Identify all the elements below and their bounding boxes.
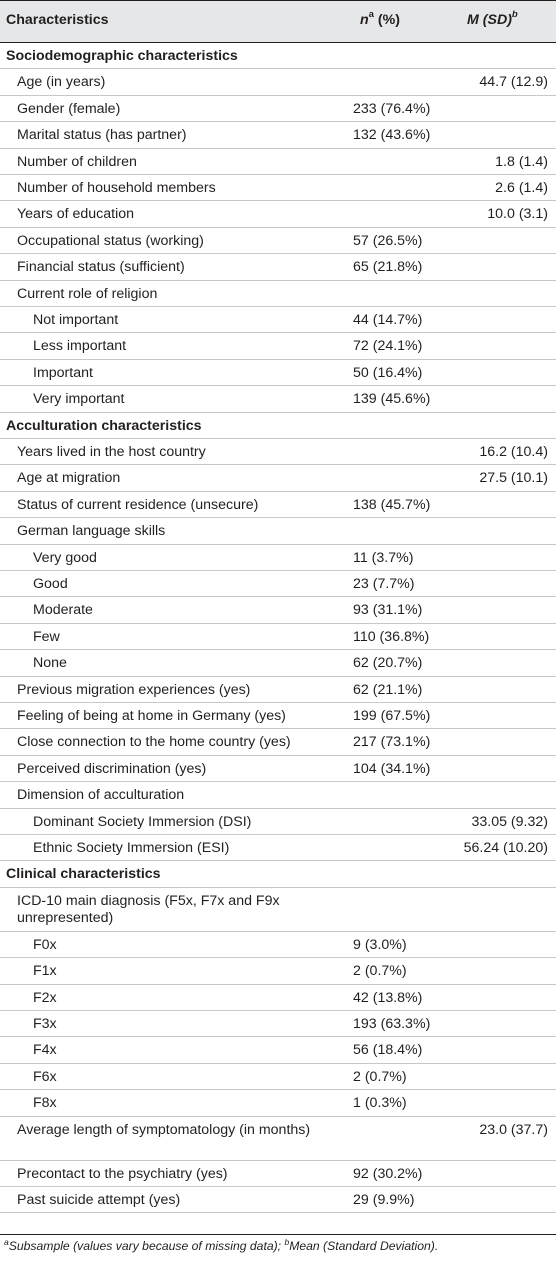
row-label: Dominant Society Immersion (DSI) bbox=[33, 813, 252, 830]
row-label: ICD-10 main diagnosis (F5x, F7x and F9x unrepresented) bbox=[17, 892, 280, 926]
n-percent-cell: 11 (3.7%) bbox=[353, 549, 414, 566]
n-percent-cell: 93 (31.1%) bbox=[353, 602, 423, 619]
table-row bbox=[0, 281, 556, 307]
row-label: F6x bbox=[33, 1068, 57, 1085]
row-label: Current role of religion bbox=[17, 285, 158, 302]
table-row bbox=[0, 1187, 556, 1213]
row-label: Important bbox=[33, 364, 93, 381]
table-row bbox=[0, 1117, 556, 1161]
row-label: Ethnic Society Immersion (ESI) bbox=[33, 840, 230, 856]
row-label: F2x bbox=[33, 989, 57, 1006]
n-percent-cell: 62 (20.7%) bbox=[353, 655, 423, 672]
table-row bbox=[0, 228, 556, 254]
n-percent-cell: 193 (63.3%) bbox=[353, 1016, 431, 1032]
section-header-row bbox=[0, 413, 556, 439]
n-percent-cell: 132 (43.6%) bbox=[353, 127, 431, 144]
table-row bbox=[0, 597, 556, 623]
row-label: Marital status (has partner) bbox=[17, 127, 187, 144]
mean-sd-cell: 27.5 (10.1) bbox=[479, 470, 548, 487]
mean-sd-cell: 1.8 (1.4) bbox=[495, 153, 548, 170]
row-label: German language skills bbox=[17, 523, 166, 540]
n-percent-cell: 23 (7.7%) bbox=[353, 576, 415, 592]
header-characteristics: Characteristics bbox=[6, 12, 109, 28]
row-label: F4x bbox=[33, 1042, 57, 1059]
table-row bbox=[0, 782, 556, 808]
footnote-rule bbox=[0, 1234, 556, 1235]
table-row bbox=[0, 624, 556, 650]
table-row bbox=[0, 809, 556, 835]
row-label: Feeling of being at home in Germany (yes) bbox=[17, 708, 286, 724]
mean-sd-cell: 10.0 (3.1) bbox=[487, 206, 548, 223]
section-title: Acculturation characteristics bbox=[6, 417, 202, 434]
n-percent-cell: 104 (34.1%) bbox=[353, 760, 431, 777]
mean-sd-cell: 16.2 (10.4) bbox=[479, 444, 548, 460]
row-label: None bbox=[33, 655, 67, 672]
n-percent-cell: 217 (73.1%) bbox=[353, 734, 431, 751]
table-row bbox=[0, 254, 556, 280]
table-row bbox=[0, 571, 556, 597]
table-footnote: $^a$Subsample (values vary because of missing data); $^b$Mean (Standard Deviation). bbox=[4, 1237, 439, 1253]
row-label: Gender (female) bbox=[17, 100, 121, 117]
header-mean-sd: M (SD)$^b$ bbox=[467, 9, 518, 28]
row-label: Financial status (sufficient) bbox=[17, 259, 185, 276]
table-row bbox=[0, 677, 556, 703]
row-label: Perceived discrimination (yes) bbox=[17, 760, 207, 777]
n-percent-cell: 50 (16.4%) bbox=[353, 364, 423, 381]
row-label: Age at migration bbox=[17, 470, 121, 487]
n-percent-cell: 44 (14.7%) bbox=[353, 312, 423, 328]
row-label: F8x bbox=[33, 1095, 57, 1112]
table-row bbox=[0, 439, 556, 465]
row-label: Previous migration experiences (yes) bbox=[17, 681, 251, 698]
row-label: Past suicide attempt (yes) bbox=[17, 1192, 181, 1208]
n-percent-cell: 29 (9.9%) bbox=[353, 1192, 415, 1208]
table-row bbox=[0, 518, 556, 544]
row-label: Number of children bbox=[17, 153, 137, 170]
row-label: Very important bbox=[33, 391, 125, 408]
table-row bbox=[0, 756, 556, 782]
n-percent-cell: 92 (30.2%) bbox=[353, 1165, 423, 1182]
table-row bbox=[0, 201, 556, 227]
row-label: Years lived in the host country bbox=[17, 444, 206, 460]
table-row bbox=[0, 69, 556, 95]
n-percent-cell: 138 (45.7%) bbox=[353, 496, 431, 513]
n-percent-cell: 72 (24.1%) bbox=[353, 338, 423, 355]
table-row bbox=[0, 985, 556, 1011]
section-header-row bbox=[0, 861, 556, 887]
table-row bbox=[0, 1037, 556, 1063]
table-row bbox=[0, 729, 556, 755]
row-label: F0x bbox=[33, 936, 57, 953]
row-label: Few bbox=[33, 628, 60, 645]
row-label: Not important bbox=[33, 312, 119, 328]
section-title: Clinical characteristics bbox=[6, 866, 161, 883]
row-label: Status of current residence (unsecure) bbox=[17, 496, 259, 513]
row-label: Occupational status (working) bbox=[17, 232, 204, 249]
mean-sd-cell: 44.7 (12.9) bbox=[479, 74, 548, 91]
n-percent-cell: 1 (0.3%) bbox=[353, 1095, 407, 1112]
table-header bbox=[0, 0, 556, 43]
table-row bbox=[0, 703, 556, 729]
mean-sd-cell: 33.05 (9.32) bbox=[471, 813, 548, 830]
n-percent-cell: 65 (21.8%) bbox=[353, 259, 423, 276]
n-percent-cell: 110 (36.8%) bbox=[353, 628, 430, 645]
mean-sd-cell: 56.24 (10.20) bbox=[463, 840, 548, 856]
section-header-row bbox=[0, 43, 556, 69]
table-row bbox=[0, 1090, 556, 1116]
section-title: Sociodemographic characteristics bbox=[6, 48, 238, 64]
table-row bbox=[0, 1011, 556, 1037]
row-label: Dimension of acculturation bbox=[17, 787, 185, 804]
table-row bbox=[0, 932, 556, 958]
row-label: Moderate bbox=[33, 602, 93, 619]
n-percent-cell: 42 (13.8%) bbox=[353, 989, 423, 1006]
table-row bbox=[0, 149, 556, 175]
table-row bbox=[0, 650, 556, 676]
n-percent-cell: 139 (45.6%) bbox=[353, 391, 431, 408]
table-row bbox=[0, 360, 556, 386]
n-percent-cell: 2 (0.7%) bbox=[353, 1068, 407, 1085]
table-row bbox=[0, 386, 556, 412]
row-label: Number of household members bbox=[17, 180, 216, 196]
row-label: Average length of symptomatology (in months) bbox=[17, 1121, 311, 1138]
table-row bbox=[0, 122, 556, 148]
row-label: Precontact to the psychiatry (yes) bbox=[17, 1165, 228, 1182]
row-label: F1x bbox=[33, 963, 57, 980]
table-row bbox=[0, 333, 556, 359]
n-percent-cell: 9 (3.0%) bbox=[353, 936, 407, 953]
table-row bbox=[0, 545, 556, 571]
row-label: F3x bbox=[33, 1016, 57, 1032]
n-percent-cell: 2 (0.7%) bbox=[353, 963, 407, 980]
n-percent-cell: 233 (76.4%) bbox=[353, 100, 431, 117]
row-label: Good bbox=[33, 576, 68, 592]
table-row bbox=[0, 307, 556, 333]
header-n-percent: $n^a$ (%) bbox=[360, 9, 400, 28]
table-row bbox=[0, 1064, 556, 1090]
table-row bbox=[0, 492, 556, 518]
row-label: Age (in years) bbox=[17, 74, 106, 91]
table-row bbox=[0, 175, 556, 201]
n-percent-cell: 56 (18.4%) bbox=[353, 1042, 423, 1059]
table-row bbox=[0, 958, 556, 984]
table-row bbox=[0, 1161, 556, 1187]
row-label: Close connection to the home country (yes) bbox=[17, 734, 291, 751]
row-label: Very good bbox=[33, 549, 97, 566]
mean-sd-cell: 2.6 (1.4) bbox=[495, 180, 548, 196]
table-row bbox=[0, 835, 556, 861]
row-label: Less important bbox=[33, 338, 127, 355]
row-label: Years of education bbox=[17, 206, 135, 223]
n-percent-cell: 57 (26.5%) bbox=[353, 232, 423, 249]
table-row bbox=[0, 888, 556, 932]
n-percent-cell: 199 (67.5%) bbox=[353, 708, 431, 724]
table-row bbox=[0, 96, 556, 122]
mean-sd-cell: 23.0 (37.7) bbox=[479, 1121, 548, 1138]
table-row bbox=[0, 465, 556, 491]
n-percent-cell: 62 (21.1%) bbox=[353, 681, 423, 698]
